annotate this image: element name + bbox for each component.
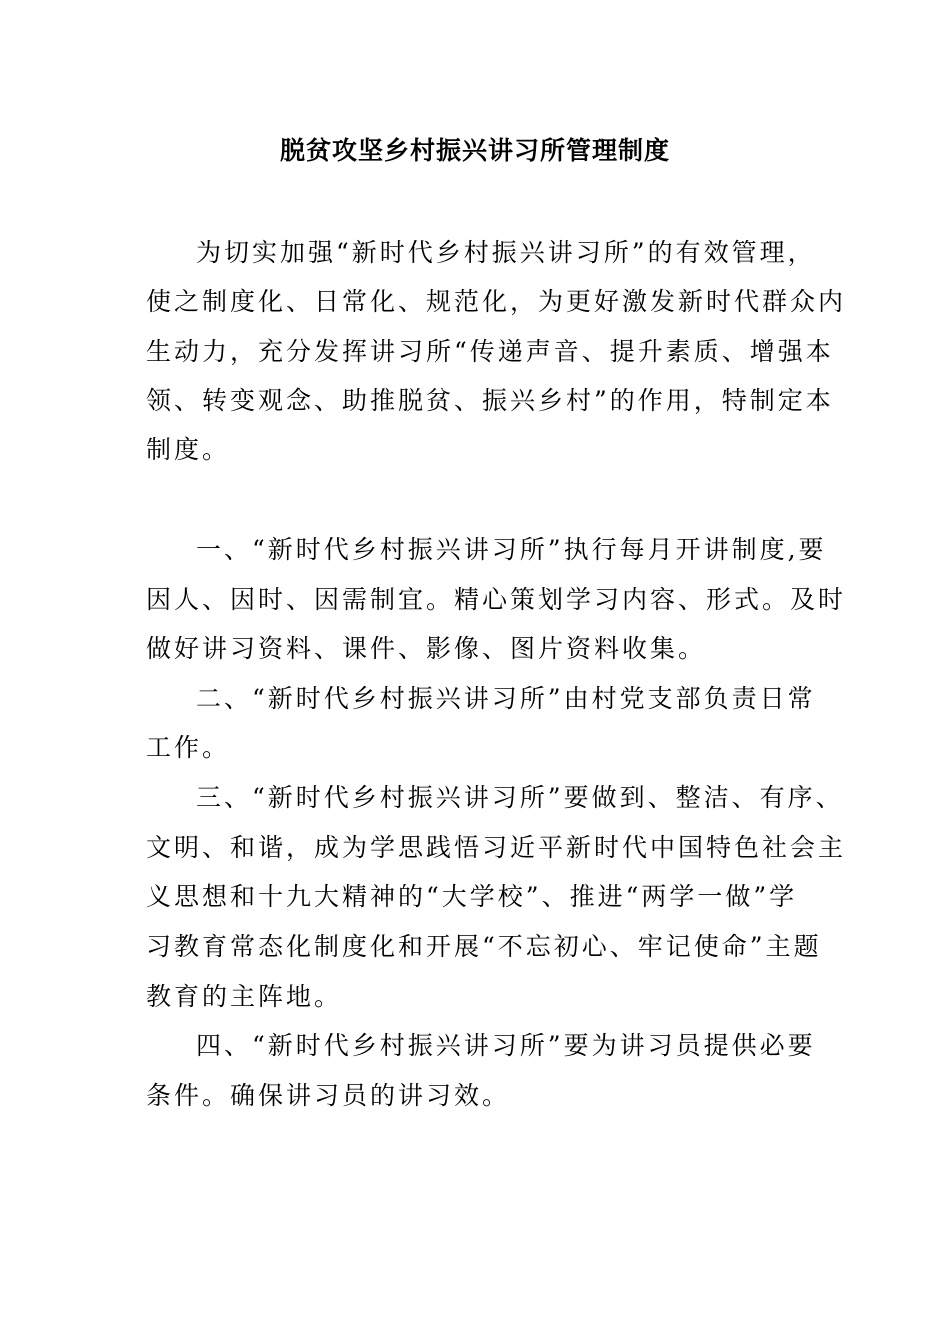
intro-line-1: 为切实加强“新时代乡村振兴讲习所”的有效管理， [196, 238, 816, 267]
intro-line-2: 使之制度化、日常化、规范化，为更好激发新时代群众内 [146, 287, 847, 316]
item3-line-5: 教育的主阵地。 [146, 982, 343, 1011]
intro-line-3: 生动力，充分发挥讲习所“传递声音、提升素质、增强本 [146, 337, 834, 366]
item3-line-2: 文明、和谐，成为学思践悟习近平新时代中国特色社会主 [146, 833, 847, 862]
intro-line-5: 制度。 [146, 435, 231, 464]
item4-line-2: 条件。确保讲习员的讲习效。 [146, 1081, 511, 1110]
item3-line-3: 义思想和十九大精神的“大学校”、推进“两学一做”学 [146, 882, 798, 911]
item1-line-1: 一、“新时代乡村振兴讲习所”执行每月开讲制度,要 [196, 535, 827, 564]
intro-line-4: 领、转变观念、助推脱贫、振兴乡村”的作用，特制定本 [146, 386, 834, 415]
item1-line-3: 做好讲习资料、课件、影像、图片资料收集。 [146, 634, 707, 663]
document-title: 脱贫攻坚乡村振兴讲习所管理制度 [279, 136, 670, 165]
item3-line-1: 三、“新时代乡村振兴讲习所”要做到、整洁、有序、 [196, 783, 844, 812]
item2-line-2: 工作。 [146, 733, 231, 762]
item1-line-2: 因人、因时、因需制宜。精心策划学习内容、形式。及时 [146, 585, 847, 614]
item2-line-1: 二、“新时代乡村振兴讲习所”由村党支部负责日常 [196, 684, 816, 713]
item3-line-4: 习教育常态化制度化和开展“不忘初心、牢记使命”主题 [146, 932, 822, 961]
item4-line-1: 四、“新时代乡村振兴讲习所”要为讲习员提供必要 [196, 1031, 816, 1060]
